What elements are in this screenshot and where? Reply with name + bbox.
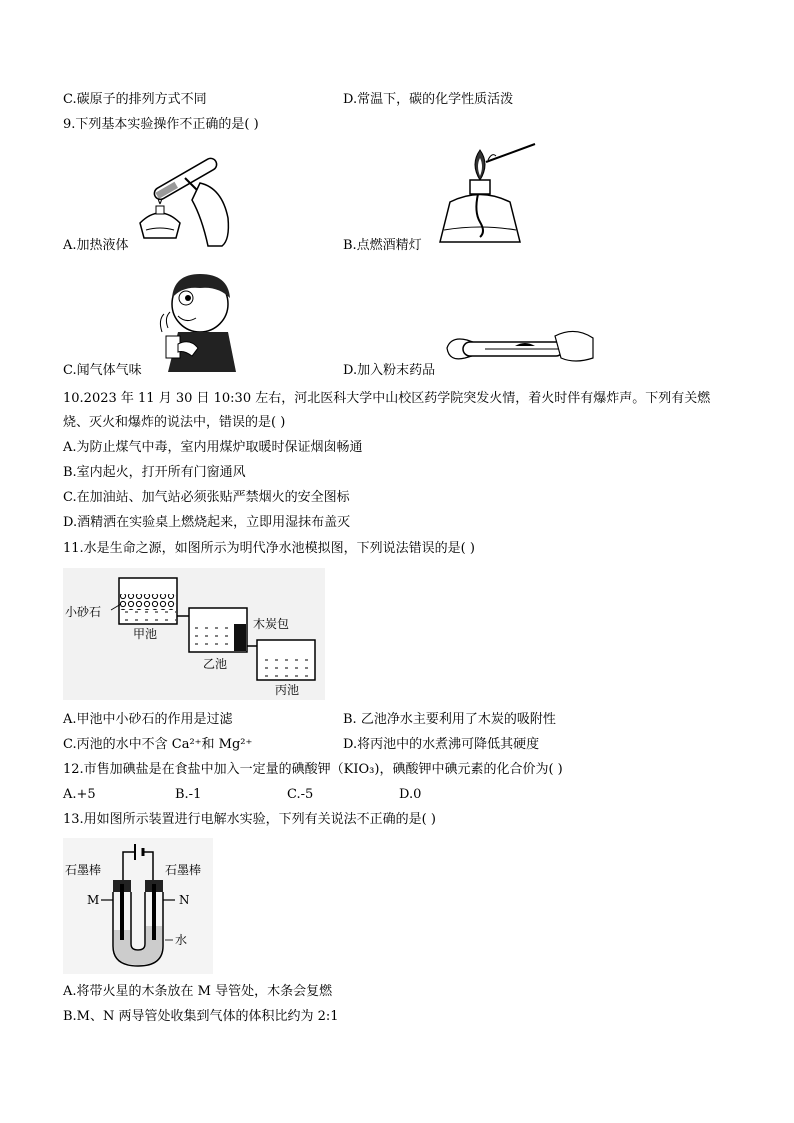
q9-option-d: D.加入粉末药品: [343, 363, 436, 378]
q10-option-d: D.酒精洒在实验桌上燃烧起来，立即用湿抹布盖灭: [63, 515, 351, 530]
q9-stem: 9.下列基本实验操作不正确的是( ): [63, 117, 259, 132]
water-purification-pools-figure: [63, 568, 325, 700]
q12-option-a: A.+5: [63, 787, 96, 802]
q11-option-c: C.丙池的水中不含 Ca²⁺和 Mg²⁺: [63, 737, 253, 752]
q8-option-d: D.常温下，碳的化学性质活泼: [343, 92, 514, 107]
q8-option-c: C.碳原子的排列方式不同: [63, 92, 207, 107]
label-tube-m: M: [87, 893, 100, 907]
q10-stem-line1: 10.2023 年 11 月 30 日 10:30 左右，河北医科大学中山校区药学院突发火情，着火时伴有爆炸声。下列有关燃: [63, 391, 711, 406]
label-small-sand: 小砂石: [65, 605, 102, 619]
lighting-lamp-figure: [430, 142, 540, 250]
label-right-graphite-rod: 石墨棒: [165, 863, 202, 877]
label-water: 水: [175, 933, 188, 947]
q12-option-b: B.-1: [175, 787, 202, 802]
q13-option-b: B.M、N 两导管处收集到气体的体积比约为 2:1: [63, 1009, 339, 1024]
label-charcoal-bag: 木炭包: [253, 617, 290, 631]
electrolysis-apparatus-figure: [63, 838, 213, 974]
q13-stem: 13.用如图所示装置进行电解水实验，下列有关说法不正确的是( ): [63, 812, 436, 827]
adding-powder-figure: [445, 318, 595, 376]
label-pool-2: 乙池: [203, 657, 228, 671]
label-tube-n: N: [179, 893, 190, 907]
q10-option-c: C.在加油站、加气站必须张贴严禁烟火的安全图标: [63, 490, 350, 505]
q11-option-a: A.甲池中小砂石的作用是过滤: [63, 712, 233, 727]
q9-option-c: C.闻气体气味: [63, 363, 142, 378]
q9-option-a: A.加热液体: [63, 238, 129, 253]
label-pool-1: 甲池: [133, 627, 158, 641]
q9-option-b: B.点燃酒精灯: [343, 238, 422, 253]
q12-option-c: C.-5: [287, 787, 314, 802]
q12-option-d: D.0: [399, 787, 422, 802]
q11-option-d: D.将丙池中的水煮沸可降低其硬度: [343, 737, 540, 752]
q10-option-b: B.室内起火，打开所有门窗通风: [63, 465, 246, 480]
label-left-graphite-rod: 石墨棒: [65, 863, 102, 877]
smelling-gas-figure: [148, 268, 240, 372]
q10-stem-line2: 烧、灭火和爆炸的说法中，错误的是( ): [63, 415, 286, 430]
q11-stem: 11.水是生命之源，如图所示为明代净水池模拟图，下列说法错误的是( ): [63, 541, 475, 556]
heating-liquid-figure: [130, 148, 240, 248]
q11-option-b: B. 乙池净水主要利用了木炭的吸附性: [343, 712, 556, 727]
q13-option-a: A.将带火星的木条放在 M 导管处，木条会复燃: [63, 984, 333, 999]
q12-stem: 12.市售加碘盐是在食盐中加入一定量的碘酸钾（KIO₃)，碘酸钾中碘元素的化合价为( ): [63, 762, 563, 777]
label-pool-3: 丙池: [275, 683, 300, 697]
q10-option-a: A.为防止煤气中毒，室内用煤炉取暖时保证烟囱畅通: [63, 440, 363, 455]
